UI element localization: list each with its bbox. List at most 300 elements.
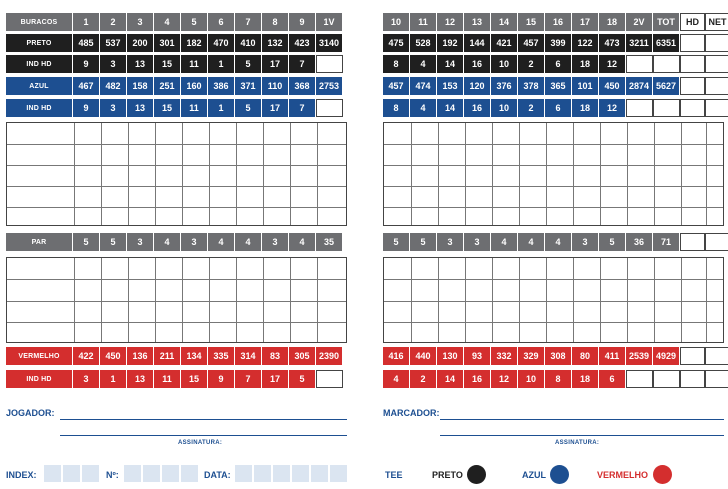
grid-column-divider [681,123,682,225]
back-vermelho-cell: 80 [572,347,599,365]
assinatura-left-label: ASSINATURA: [178,440,223,446]
front-azul-label: AZUL [6,77,73,95]
numero-label: Nº: [106,470,119,480]
back-azul-cell: 474 [410,77,437,95]
back-preto-hd-row [383,55,728,73]
front-header-cell: 5 [181,13,208,31]
back-preto-cell: 144 [464,34,491,52]
back-azul_hd-cell: 12 [599,99,626,117]
grid-column-divider [627,258,628,342]
front-preto_hd-label: IND HD [6,55,73,73]
front-vermelho_hd-label: IND HD [6,370,73,388]
grid-column-divider [236,258,237,342]
tee-label: TEE [385,470,403,480]
back-azul-empty-cell[interactable] [680,77,705,95]
index-field-2[interactable] [63,465,80,482]
front-azul-cell: 386 [208,77,235,95]
front-score-grid-bottom[interactable] [6,257,347,343]
back-vermelho-cell: 4929 [653,347,680,365]
back-vermelho-cell: 440 [410,347,437,365]
front-azul-hd-row [6,99,343,117]
front-header-cell: 4 [154,13,181,31]
front-azul-cell: 160 [181,77,208,95]
back-vermelho_hd-empty-cell[interactable] [653,370,680,388]
back-azul-cell: 376 [491,77,518,95]
back-par-cell: 71 [653,233,680,251]
front-preto-label: PRETO [6,34,73,52]
front-header-cell: 2 [100,13,127,31]
front-header-cell: 1 [73,13,100,31]
back-preto-cell: 421 [491,34,518,52]
grid-column-divider [182,258,183,342]
front-preto_hd-empty-cell[interactable] [316,55,343,73]
front-vermelho-row [6,347,343,365]
front-azul_hd-cell: 13 [127,99,154,117]
front-vermelho-label: VERMELHO [6,347,73,365]
jogador-signature-line[interactable] [60,435,347,436]
grid-column-divider [438,258,439,342]
grid-column-divider [546,123,547,225]
front-par-cell: 3 [127,233,154,251]
front-preto-cell: 301 [154,34,181,52]
back-par-cell: 3 [437,233,464,251]
grid-column-divider [101,258,102,342]
front-par-cell: 3 [262,233,289,251]
front-par-label: PAR [6,233,73,251]
back-vermelho_hd-cell: 16 [464,370,491,388]
back-header-cell: TOT [653,13,680,31]
grid-column-divider [155,258,156,342]
front-vermelho-cell: 136 [127,347,154,365]
back-vermelho-cell: 332 [491,347,518,365]
grid-column-divider [209,123,210,225]
front-vermelho_hd-cell: 15 [181,370,208,388]
grid-row-divider [384,144,723,145]
back-vermelho_hd-empty-cell[interactable] [626,370,653,388]
back-header-cell: 12 [437,13,464,31]
back-azul_hd-cell: 10 [491,99,518,117]
back-azul-cell: 101 [572,77,599,95]
data-field-2[interactable] [254,465,271,482]
front-preto-hd-row [6,55,343,73]
front-preto-cell: 423 [289,34,316,52]
back-vermelho_hd-cell: 14 [437,370,464,388]
back-par-cell: 36 [626,233,653,251]
front-preto-cell: 182 [181,34,208,52]
front-vermelho-cell: 83 [262,347,289,365]
back-preto_hd-empty-cell[interactable] [653,55,680,73]
grid-column-divider [706,123,707,225]
grid-column-divider [182,123,183,225]
grid-row-divider [7,301,346,302]
front-azul_hd-cell: 9 [73,99,100,117]
back-vermelho_hd-cell: 10 [518,370,545,388]
data-field-5[interactable] [311,465,328,482]
back-preto_hd-empty-cell[interactable] [680,55,705,73]
grid-column-divider [654,258,655,342]
back-azul-cell: 378 [518,77,545,95]
grid-column-divider [74,123,75,225]
grid-row-divider [384,186,723,187]
front-vermelho-cell: 335 [208,347,235,365]
front-preto_hd-cell: 11 [181,55,208,73]
marcador-line[interactable] [440,419,724,420]
front-azul_hd-cell: 11 [181,99,208,117]
grid-column-divider [263,123,264,225]
grid-row-divider [7,279,346,280]
back-preto_hd-cell: 16 [464,55,491,73]
front-vermelho_hd-cell: 13 [127,370,154,388]
front-vermelho-cell: 305 [289,347,316,365]
front-preto-cell: 410 [235,34,262,52]
grid-column-divider [706,258,707,342]
back-vermelho-cell: 411 [599,347,626,365]
numero-field-1[interactable] [124,465,141,482]
grid-column-divider [290,258,291,342]
back-header-cell: NET [705,13,728,31]
back-header-cell: 10 [383,13,410,31]
back-header-cell: 16 [545,13,572,31]
grid-row-divider [384,301,723,302]
grid-column-divider [492,123,493,225]
front-par-cell: 35 [316,233,343,251]
data-label: DATA: [204,470,231,480]
back-vermelho_hd-empty-cell[interactable] [680,370,705,388]
grid-column-divider [546,258,547,342]
front-header-row [6,13,343,31]
front-preto-cell: 132 [262,34,289,52]
grid-row-divider [384,279,723,280]
front-preto-cell: 3140 [316,34,343,52]
front-par-cell: 4 [208,233,235,251]
back-azul-cell: 457 [383,77,410,95]
front-par-row [6,233,343,251]
front-vermelho-hd-row [6,370,343,388]
grid-column-divider [317,123,318,225]
back-par-cell: 5 [599,233,626,251]
front-azul-cell: 482 [100,77,127,95]
grid-column-divider [101,123,102,225]
assinatura-right-label: ASSINATURA: [555,440,600,446]
grid-column-divider [155,123,156,225]
back-preto_hd-empty-cell[interactable] [705,55,728,73]
tee-azul-dot[interactable] [550,465,569,484]
index-field-3[interactable] [82,465,99,482]
back-preto-cell: 122 [572,34,599,52]
jogador-line[interactable] [60,419,347,420]
back-vermelho-empty-cell[interactable] [680,347,705,365]
front-azul-cell: 371 [235,77,262,95]
front-preto_hd-cell: 1 [208,55,235,73]
grid-column-divider [519,258,520,342]
back-azul-row [383,77,728,95]
front-azul-cell: 251 [154,77,181,95]
grid-row-divider [7,186,346,187]
back-azul_hd-cell: 6 [545,99,572,117]
data-field-6[interactable] [330,465,347,482]
grid-column-divider [438,123,439,225]
back-azul_hd-cell: 16 [464,99,491,117]
back-header-cell: HD [680,13,705,31]
back-par-empty-cell[interactable] [705,233,728,251]
tee-preto-dot[interactable] [467,465,486,484]
index-label: INDEX: [6,470,37,480]
grid-row-divider [7,322,346,323]
front-vermelho_hd-cell: 11 [154,370,181,388]
back-preto-cell: 528 [410,34,437,52]
front-par-cell: 5 [100,233,127,251]
back-vermelho-cell: 308 [545,347,572,365]
grid-row-divider [384,207,723,208]
back-vermelho_hd-cell: 4 [383,370,410,388]
front-header-cell: 7 [235,13,262,31]
grid-column-divider [627,123,628,225]
back-azul-cell: 365 [545,77,572,95]
front-azul_hd-cell: 7 [289,99,316,117]
back-preto_hd-cell: 18 [572,55,599,73]
back-par-cell: 3 [572,233,599,251]
back-azul-cell: 2874 [626,77,653,95]
data-field-4[interactable] [292,465,309,482]
front-vermelho_hd-cell: 7 [235,370,262,388]
back-preto_hd-cell: 4 [410,55,437,73]
back-preto_hd-empty-cell[interactable] [626,55,653,73]
grid-column-divider [600,258,601,342]
tee-vermelho-label: VERMELHO [597,470,649,480]
front-vermelho-cell: 314 [235,347,262,365]
back-preto_hd-cell: 6 [545,55,572,73]
back-azul-hd-row [383,99,728,117]
back-par-cell: 4 [491,233,518,251]
back-vermelho_hd-empty-cell[interactable] [705,370,728,388]
front-preto-cell: 485 [73,34,100,52]
back-preto-row [383,34,728,52]
back-azul_hd-cell: 14 [437,99,464,117]
back-vermelho-cell: 329 [518,347,545,365]
tee-azul-label: AZUL [522,470,546,480]
front-vermelho-cell: 450 [100,347,127,365]
front-azul_hd-label: IND HD [6,99,73,117]
grid-row-divider [384,165,723,166]
grid-column-divider [411,123,412,225]
front-preto-cell: 537 [100,34,127,52]
grid-row-divider [7,207,346,208]
front-vermelho_hd-cell: 1 [100,370,127,388]
numero-field-2[interactable] [143,465,160,482]
front-azul_hd-empty-cell[interactable] [316,99,343,117]
tee-vermelho-dot[interactable] [653,465,672,484]
front-azul_hd-cell: 17 [262,99,289,117]
back-vermelho-cell: 2539 [626,347,653,365]
back-score-grid-bottom[interactable] [383,257,724,343]
front-preto-cell: 200 [127,34,154,52]
back-vermelho_hd-cell: 18 [572,370,599,388]
front-azul-cell: 110 [262,77,289,95]
back-preto_hd-cell: 8 [383,55,410,73]
back-azul-cell: 5627 [653,77,680,95]
front-preto_hd-cell: 5 [235,55,262,73]
grid-column-divider [465,123,466,225]
index-field-1[interactable] [44,465,61,482]
front-azul_hd-cell: 3 [100,99,127,117]
back-preto-empty-cell[interactable] [705,34,728,52]
back-header-cell: 17 [572,13,599,31]
front-preto_hd-cell: 15 [154,55,181,73]
front-preto_hd-cell: 13 [127,55,154,73]
front-header-cell: 9 [289,13,316,31]
front-header-cell: 3 [127,13,154,31]
front-azul-cell: 158 [127,77,154,95]
back-preto_hd-cell: 12 [599,55,626,73]
front-par-cell: 4 [289,233,316,251]
back-preto-cell: 475 [383,34,410,52]
front-azul_hd-cell: 15 [154,99,181,117]
grid-column-divider [74,258,75,342]
back-preto-cell: 192 [437,34,464,52]
front-par-cell: 4 [235,233,262,251]
grid-row-divider [7,165,346,166]
front-azul_hd-cell: 5 [235,99,262,117]
grid-column-divider [573,258,574,342]
back-vermelho-hd-row [383,370,728,388]
back-vermelho_hd-cell: 2 [410,370,437,388]
front-vermelho_hd-empty-cell[interactable] [316,370,343,388]
back-preto_hd-cell: 10 [491,55,518,73]
grid-column-divider [128,258,129,342]
front-preto_hd-cell: 17 [262,55,289,73]
back-par-cell: 4 [518,233,545,251]
back-header-cell: 14 [491,13,518,31]
front-preto-cell: 470 [208,34,235,52]
back-header-cell: 15 [518,13,545,31]
back-vermelho-cell: 130 [437,347,464,365]
tee-preto-label: PRETO [432,470,463,480]
back-header-cell: 11 [410,13,437,31]
front-preto-row [6,34,343,52]
front-par-cell: 5 [73,233,100,251]
back-header-cell: 13 [464,13,491,31]
front-preto_hd-cell: 3 [100,55,127,73]
front-vermelho_hd-cell: 5 [289,370,316,388]
jogador-label: JOGADOR: [6,408,55,418]
grid-column-divider [681,258,682,342]
back-preto-cell: 3211 [626,34,653,52]
grid-column-divider [600,123,601,225]
back-vermelho-cell: 416 [383,347,410,365]
front-score-grid-top[interactable] [6,122,347,226]
data-field-1[interactable] [235,465,252,482]
front-preto_hd-cell: 9 [73,55,100,73]
back-par-cell: 3 [464,233,491,251]
front-azul-cell: 2753 [316,77,343,95]
front-header-cell: 6 [208,13,235,31]
front-vermelho-cell: 2390 [316,347,343,365]
back-preto-cell: 457 [518,34,545,52]
front-azul_hd-cell: 1 [208,99,235,117]
grid-column-divider [236,123,237,225]
back-azul_hd-empty-cell[interactable] [653,99,680,117]
front-header-label: BURACOS [6,13,73,31]
grid-row-divider [7,144,346,145]
grid-column-divider [290,123,291,225]
back-preto_hd-cell: 2 [518,55,545,73]
back-preto-empty-cell[interactable] [680,34,705,52]
front-vermelho_hd-cell: 9 [208,370,235,388]
back-par-cell: 5 [383,233,410,251]
front-header-cell: 1V [316,13,343,31]
back-azul-empty-cell[interactable] [705,77,728,95]
back-nine-scorecard [383,13,727,393]
back-azul_hd-empty-cell[interactable] [705,99,728,117]
grid-column-divider [465,258,466,342]
back-preto-cell: 473 [599,34,626,52]
front-par-cell: 3 [181,233,208,251]
back-vermelho_hd-cell: 6 [599,370,626,388]
back-azul_hd-empty-cell[interactable] [680,99,705,117]
back-preto-cell: 399 [545,34,572,52]
front-nine-scorecard [6,13,347,393]
grid-column-divider [654,123,655,225]
grid-column-divider [317,258,318,342]
back-par-cell: 5 [410,233,437,251]
back-azul-cell: 120 [464,77,491,95]
grid-column-divider [411,258,412,342]
grid-row-divider [384,322,723,323]
back-azul_hd-empty-cell[interactable] [626,99,653,117]
back-vermelho-empty-cell[interactable] [705,347,728,365]
back-azul_hd-cell: 8 [383,99,410,117]
marcador-label: MARCADOR: [383,408,440,418]
front-vermelho-cell: 211 [154,347,181,365]
data-field-3[interactable] [273,465,290,482]
back-score-grid-top[interactable] [383,122,724,226]
back-preto-cell: 6351 [653,34,680,52]
grid-column-divider [209,258,210,342]
back-par-cell: 4 [545,233,572,251]
back-vermelho_hd-cell: 12 [491,370,518,388]
front-azul-cell: 368 [289,77,316,95]
back-azul_hd-cell: 4 [410,99,437,117]
back-par-row [383,233,728,251]
grid-column-divider [573,123,574,225]
grid-column-divider [128,123,129,225]
back-azul_hd-cell: 18 [572,99,599,117]
back-preto_hd-cell: 14 [437,55,464,73]
front-preto_hd-cell: 7 [289,55,316,73]
numero-field-4[interactable] [181,465,198,482]
grid-column-divider [492,258,493,342]
back-par-empty-cell[interactable] [680,233,705,251]
front-vermelho_hd-cell: 3 [73,370,100,388]
back-vermelho-cell: 93 [464,347,491,365]
marcador-signature-line[interactable] [440,435,724,436]
back-azul_hd-cell: 2 [518,99,545,117]
back-vermelho-row [383,347,728,365]
front-vermelho-cell: 422 [73,347,100,365]
numero-field-3[interactable] [162,465,179,482]
back-vermelho_hd-cell: 8 [545,370,572,388]
back-header-cell: 2V [626,13,653,31]
back-header-cell: 18 [599,13,626,31]
front-par-cell: 4 [154,233,181,251]
front-vermelho_hd-cell: 17 [262,370,289,388]
front-header-cell: 8 [262,13,289,31]
front-azul-cell: 467 [73,77,100,95]
grid-column-divider [519,123,520,225]
back-azul-cell: 450 [599,77,626,95]
back-header-row [383,13,728,31]
back-azul-cell: 153 [437,77,464,95]
